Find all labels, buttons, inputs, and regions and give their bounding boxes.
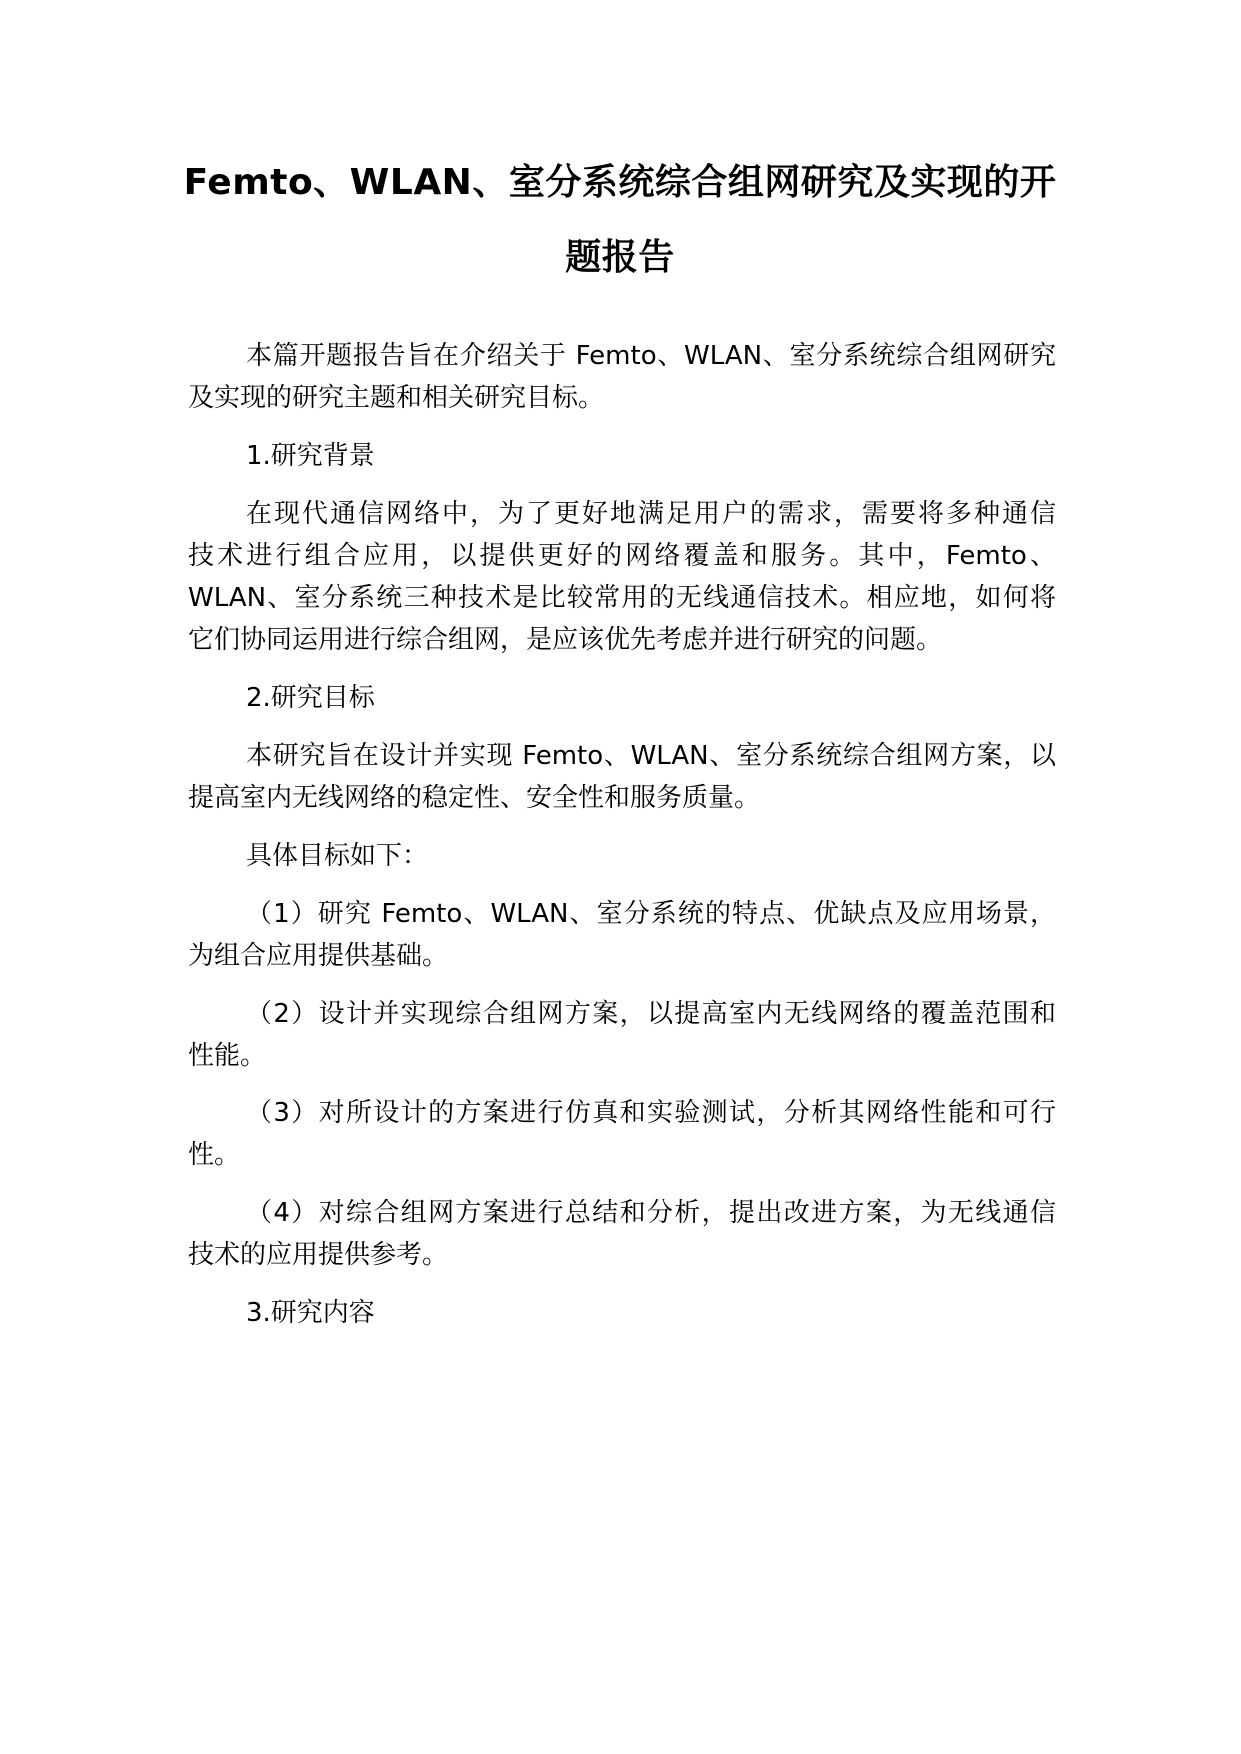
section-1-line-1: 在现代通信网络中，为了更好地满足用户的需求，需要将多种通信 <box>246 499 1056 529</box>
title-line-1: Femto、WLAN、室分系统综合组网研究及实现的开 <box>183 162 1057 203</box>
section-2-para-2: 具体目标如下： <box>246 841 429 871</box>
intro-line-1: 本篇开题报告旨在介绍关于 Femto、WLAN、室分系统综合组网研究 <box>246 341 1056 371</box>
section-1-heading: 1.研究背景 <box>246 441 375 471</box>
section-1-line-4: 它们协同运用进行综合组网，是应该优先考虑并进行研究的问题。 <box>188 625 943 655</box>
goal-3-line-1: （3）对所设计的方案进行仿真和实验测试，分析其网络性能和可行 <box>246 1098 1056 1128</box>
section-1-line-2: 技术进行组合应用，以提供更好的网络覆盖和服务。其中，Femto、 <box>188 541 1056 571</box>
goal-1-line-2: 为组合应用提供基础。 <box>188 941 449 971</box>
section-2-para-1-line-1: 本研究旨在设计并实现 Femto、WLAN、室分系统综合组网方案，以 <box>246 741 1056 771</box>
section-3-heading: 3.研究内容 <box>246 1298 375 1328</box>
goal-2-line-1: （2）设计并实现综合组网方案，以提高室内无线网络的覆盖范围和 <box>246 999 1056 1029</box>
goal-4-line-1: （4）对综合组网方案进行总结和分析，提出改进方案，为无线通信 <box>246 1198 1056 1228</box>
title-line-2: 题报告 <box>565 237 675 278</box>
section-2-heading: 2.研究目标 <box>246 683 375 713</box>
goal-3-line-2: 性。 <box>188 1140 241 1170</box>
section-1-line-3: WLAN、室分系统三种技术是比较常用的无线通信技术。相应地，如何将 <box>188 583 1056 613</box>
goal-1-line-1: （1）研究 Femto、WLAN、室分系统的特点、优缺点及应用场景， <box>246 899 1056 929</box>
goal-4-line-2: 技术的应用提供参考。 <box>188 1240 449 1270</box>
intro-line-2: 及实现的研究主题和相关研究目标。 <box>188 383 605 413</box>
section-2-para-1-line-2: 提高室内无线网络的稳定性、安全性和服务质量。 <box>188 783 761 813</box>
goal-2-line-2: 性能。 <box>188 1041 267 1071</box>
